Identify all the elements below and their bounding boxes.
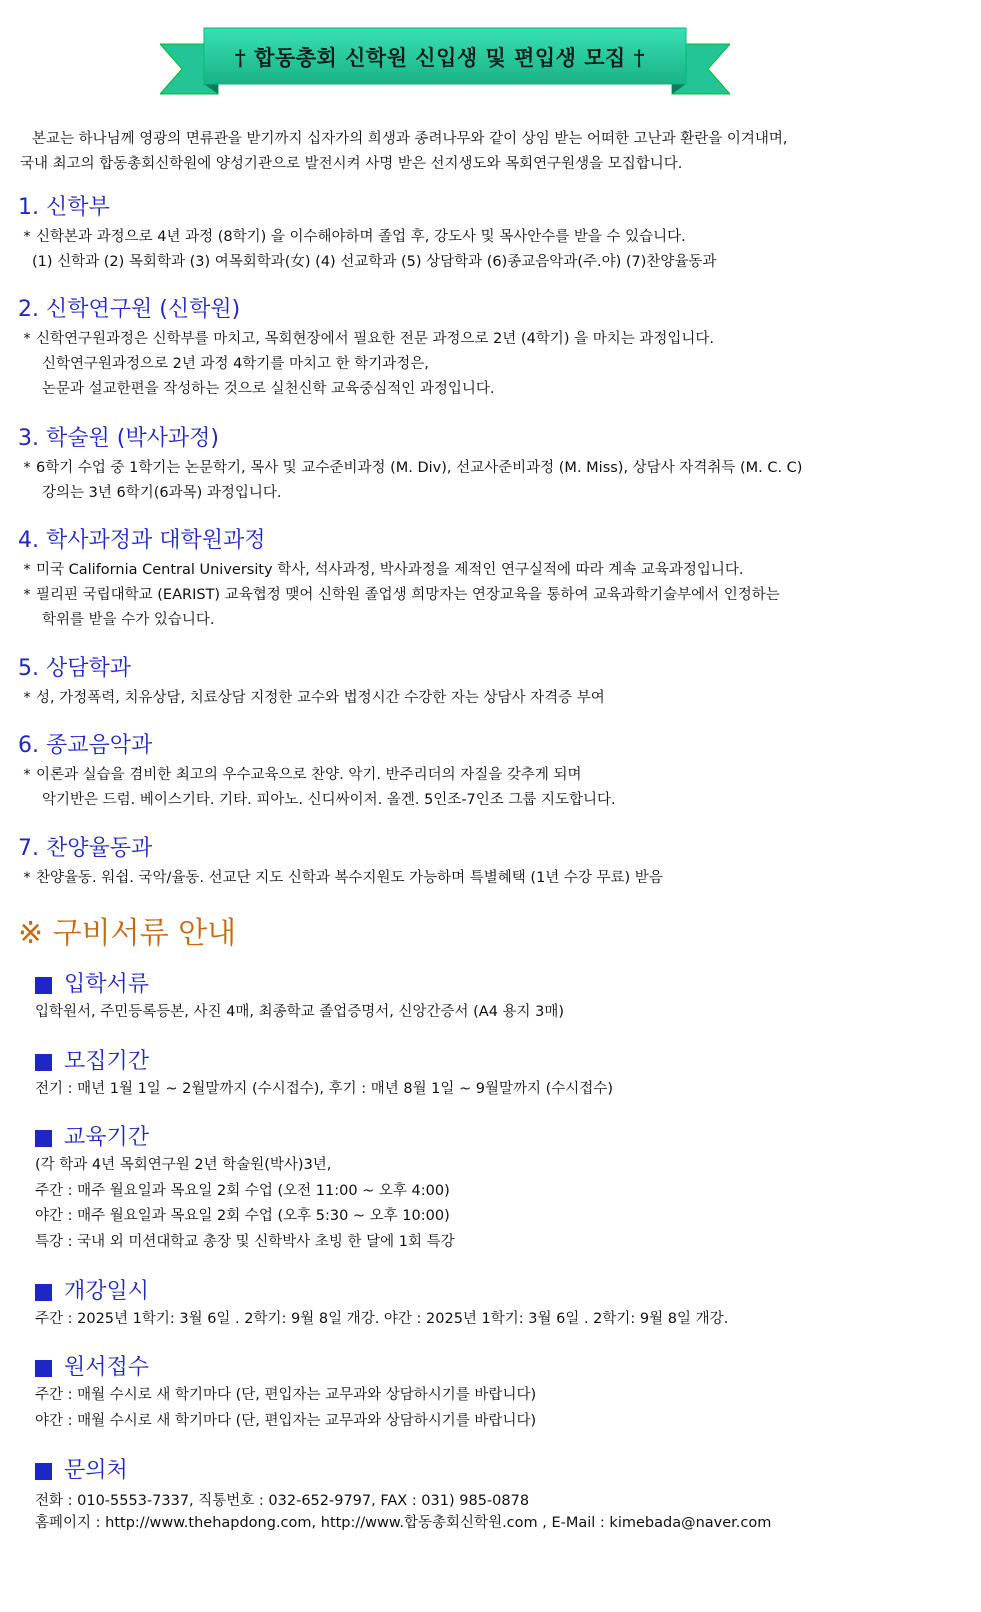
square-bullet-icon bbox=[35, 1463, 52, 1480]
info-line: 전기 : 매년 1월 1일 ~ 2월말까지 (수시접수), 후기 : 매년 8월 1일 ~ 9월말까지 (수시접수) bbox=[35, 1081, 613, 1097]
subsection-title-text: 문의처 bbox=[64, 1458, 128, 1483]
bullet-text: 성, 가정폭력, 치유상담, 치료상담 지정한 교수와 법정시간 수강한 자는 상담사 자격증 부여 bbox=[36, 690, 605, 706]
section-academy bbox=[18, 424, 968, 506]
section-title: 5. 상담학과 bbox=[18, 656, 131, 681]
documents-notice-title: ※ 구비서류 안내 bbox=[18, 916, 237, 951]
asterisk-icon: * bbox=[23, 767, 31, 783]
info-line: (각 학과 4년 목회연구원 2년 학술원(박사)3년, bbox=[35, 1157, 332, 1173]
docs-education-period bbox=[35, 1123, 975, 1255]
square-bullet-icon bbox=[35, 1360, 52, 1377]
asterisk-icon: * bbox=[23, 587, 31, 603]
subsection-title-text: 모집기간 bbox=[64, 1049, 150, 1074]
bullet-continuation: 악기반은 드럼. 베이스기타. 기타. 피아노. 신디싸이저. 올겐. 5인조-7인조 그룹 지도합니다. bbox=[42, 792, 616, 808]
department-list: (1) 신학과 (2) 목회학과 (3) 여목회학과(女) (4) 선교학과 (5) 상담학과 (6)종교음악과(주.야) (7)찬양율동과 bbox=[32, 254, 717, 270]
info-line: 야간 : 매주 월요일과 목요일 2회 수업 (오후 5:30 ~ 오후 10:00) bbox=[35, 1208, 450, 1224]
info-line: 입학원서, 주민등록등본, 사진 4매, 최종학교 졸업증명서, 신앙간증서 (A4 용지 3매) bbox=[35, 1004, 565, 1020]
section-praise-dance bbox=[18, 834, 968, 891]
docs-application bbox=[35, 1353, 975, 1434]
title-banner bbox=[160, 22, 730, 100]
section-theology bbox=[18, 193, 968, 275]
intro-paragraph bbox=[20, 127, 960, 177]
intro-line: 본교는 하나님께 영광의 면류관을 받기까지 십자가의 희생과 종려나무와 같이 상임 받는 어떠한 고난과 환란을 이겨내며, bbox=[32, 131, 788, 147]
info-line: 야간 : 매월 수시로 새 학기마다 (단, 편입자는 교무과와 상담하시기를 바랍니다) bbox=[35, 1412, 537, 1429]
subsection-title-text: 개강일시 bbox=[64, 1279, 150, 1304]
subsection-title bbox=[35, 1123, 975, 1153]
bullet-item bbox=[18, 558, 968, 583]
square-bullet-icon bbox=[35, 1130, 52, 1147]
section-title: 3. 학술원 (박사과정) bbox=[18, 426, 219, 451]
asterisk-icon: * bbox=[23, 331, 31, 347]
docs-admission bbox=[35, 970, 975, 1026]
bullet-item bbox=[18, 225, 968, 250]
section-title: 6. 종교음악과 bbox=[18, 733, 153, 758]
docs-opening-date bbox=[35, 1277, 975, 1333]
bullet-continuation: 학위를 받을 수가 있습니다. bbox=[42, 612, 215, 628]
square-bullet-icon bbox=[35, 1284, 52, 1301]
asterisk-icon: * bbox=[23, 562, 31, 578]
subsection-title bbox=[35, 970, 975, 1000]
section-title: 2. 신학연구원 (신학원) bbox=[18, 297, 241, 322]
info-line: 특강 : 국내 외 미션대학교 총장 및 신학박사 초빙 한 달에 1회 특강 bbox=[35, 1233, 455, 1250]
section-counseling bbox=[18, 654, 968, 711]
bullet-continuation: 논문과 설교한편을 작성하는 것으로 실천신학 교육중심적인 과정입니다. bbox=[42, 381, 495, 397]
bullet-text: 미국 California Central University 학사, 석사과정, 박사과정을 제적인 연구실적에 따라 계속 교육과정입니다. bbox=[36, 562, 744, 578]
docs-recruitment-period bbox=[35, 1047, 975, 1103]
subsection-title bbox=[35, 1047, 975, 1077]
docs-contact bbox=[35, 1456, 975, 1534]
banner-title: † 합동총회 신학원 신입생 및 편입생 모집 † bbox=[234, 45, 646, 70]
bullet-text: 신학연구원과정은 신학부를 마치고, 목회현장에서 필요한 전문 과정으로 2년 (4학기) 을 마치는 과정입니다. bbox=[36, 331, 714, 347]
bullet-continuation: 강의는 3년 6학기(6과목) 과정입니다. bbox=[42, 485, 282, 501]
bullet-item bbox=[18, 327, 968, 352]
contact-line: 전화 : 010-5553-7337, 직통번호 : 032-652-9797, FAX : 031) 985-0878 bbox=[35, 1493, 530, 1509]
info-line: 주간 : 2025년 1학기: 3월 6일 . 2학기: 9월 8일 개강. 야간 : 2025년 1학기: 3월 6일 . 2학기: 9월 8일 개강. bbox=[35, 1311, 729, 1327]
subsection-title bbox=[35, 1353, 975, 1383]
bullet-item bbox=[18, 583, 968, 608]
bullet-text: 6학기 수업 중 1학기는 논문학기, 목사 및 교수준비과정 (M. Div), 선교사준비과정 (M. Miss), 상담사 자격취득 (M. C. C) bbox=[36, 460, 803, 476]
subsection-title bbox=[35, 1456, 975, 1486]
bullet-text: 찬양율동. 워쉽. 국악/율동. 선교단 지도 신학과 복수지원도 가능하며 특별혜택 (1년 수강 무료) 받음 bbox=[36, 870, 663, 886]
square-bullet-icon bbox=[35, 1054, 52, 1071]
contact-line: 홈페이지 : http://www.thehapdong.com, http://www.합동총회신학원.com , E-Mail : kimebada@naver.com bbox=[35, 1515, 772, 1531]
bullet-item bbox=[18, 866, 968, 891]
subsection-title bbox=[35, 1277, 975, 1307]
section-title: 1. 신학부 bbox=[18, 195, 110, 220]
bullet-text: 필리핀 국립대학교 (EARIST) 교육협정 맺어 신학원 졸업생 희망자는 연장교육을 통하여 교육과학기술부에서 인정하는 bbox=[36, 587, 780, 603]
bullet-text: 이론과 실습을 겸비한 최고의 우수교육으로 찬양. 악기. 반주리더의 자질을 갖추게 되며 bbox=[36, 767, 582, 783]
bullet-text: 신학본과 과정으로 4년 과정 (8학기) 을 이수해야하며 졸업 후, 강도사 및 목사안수를 받을 수 있습니다. bbox=[36, 229, 686, 245]
bullet-item bbox=[18, 763, 968, 788]
section-title: 4. 학사과정과 대학원과정 bbox=[18, 528, 266, 553]
section-title: 7. 찬양율동과 bbox=[18, 836, 153, 861]
subsection-title-text: 입학서류 bbox=[64, 972, 150, 997]
section-church-music bbox=[18, 731, 968, 813]
asterisk-icon: * bbox=[23, 229, 31, 245]
asterisk-icon: * bbox=[23, 460, 31, 476]
bullet-item bbox=[18, 456, 968, 481]
square-bullet-icon bbox=[35, 977, 52, 994]
subsection-title-text: 교육기간 bbox=[64, 1125, 150, 1150]
bullet-continuation: 신학연구원과정으로 2년 과정 4학기를 마치고 한 학기과정은, bbox=[42, 356, 429, 372]
asterisk-icon: * bbox=[23, 870, 31, 886]
bullet-item bbox=[18, 686, 968, 711]
info-line: 주간 : 매주 월요일과 목요일 2회 수업 (오전 11:00 ~ 오후 4:00) bbox=[35, 1182, 450, 1199]
intro-line: 국내 최고의 합동총회신학원에 양성기관으로 발전시켜 사명 받은 선지생도와 목회연구원생을 모집합니다. bbox=[20, 156, 683, 172]
info-line: 주간 : 매월 수시로 새 학기마다 (단, 편입자는 교무과와 상담하시기를 바랍니다) bbox=[35, 1387, 537, 1403]
section-research bbox=[18, 295, 968, 402]
section-degree bbox=[18, 526, 968, 633]
asterisk-icon: * bbox=[23, 690, 31, 706]
subsection-title-text: 원서접수 bbox=[64, 1355, 150, 1380]
